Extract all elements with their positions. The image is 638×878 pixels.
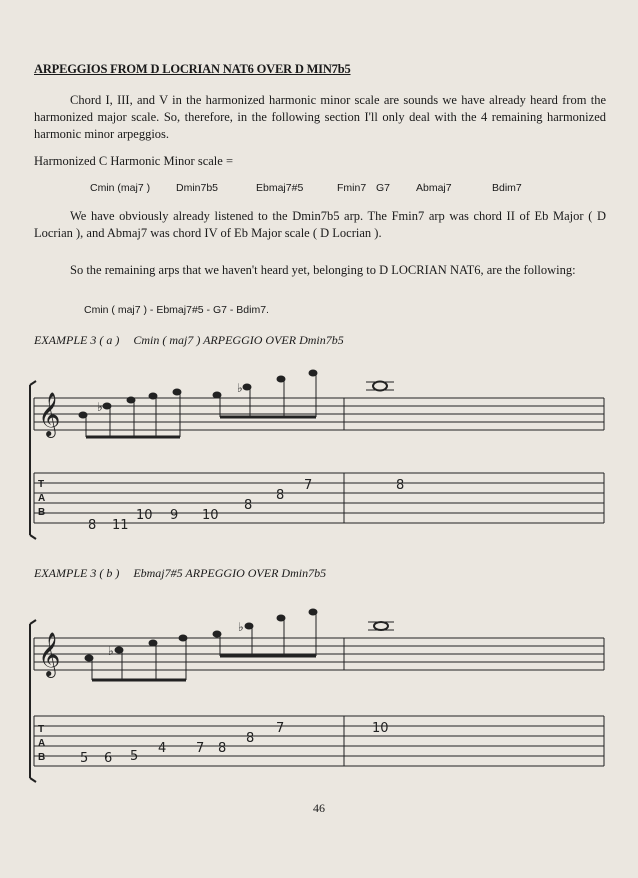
tab-fret: 7 xyxy=(196,741,205,756)
chord-abmaj7: Abmaj7 xyxy=(416,182,452,194)
tab-fret: 7 xyxy=(276,721,285,736)
tab-fret: 8 xyxy=(246,731,255,746)
tab-fret: 8 xyxy=(276,488,285,503)
svg-text:♭: ♭ xyxy=(237,381,243,395)
tab-final-fret: 8 xyxy=(396,478,405,493)
page-number: 46 xyxy=(313,801,325,815)
tab-letter-t: T xyxy=(38,724,45,735)
example-a-title: Cmin ( maj7 ) ARPEGGIO OVER Dmin7b5 xyxy=(133,333,344,347)
example-b-label: EXAMPLE 3 ( b ) xyxy=(34,566,120,580)
svg-text:𝄞: 𝄞 xyxy=(38,632,61,676)
tab-final-fret: 10 xyxy=(372,721,389,736)
tab-fret: 9 xyxy=(170,508,179,523)
example-a-score xyxy=(0,355,638,555)
tab-fret: 6 xyxy=(104,751,113,766)
chord-g7: G7 xyxy=(376,182,391,194)
example-a-heading xyxy=(34,333,344,348)
chord-fmin7: Fmin7 xyxy=(337,182,367,194)
tab-fret: 4 xyxy=(158,741,167,756)
tab-letter-a: A xyxy=(38,493,46,504)
remaining-arps: Cmin ( maj7 ) - Ebmaj7#5 - G7 - Bdim7. xyxy=(84,304,269,316)
tab-letter-b: B xyxy=(38,507,46,518)
intro-paragraph: Chord I, III, and V in the harmonized harmonic minor scale are sounds we have already heard from the harmonized major scale. So, therefore, in the following section I'll only deal with the 4 remaining harmonized harmonic minor arpeggios. xyxy=(34,93,606,141)
tab-fret: 5 xyxy=(80,751,89,766)
svg-text:𝄞: 𝄞 xyxy=(38,392,61,436)
tab-letter-a: A xyxy=(38,738,46,749)
tab-fret: 7 xyxy=(304,478,313,493)
tab-fret: 5 xyxy=(130,749,139,764)
scale-line: Harmonized C Harmonic Minor scale = xyxy=(34,154,234,168)
svg-text:♭: ♭ xyxy=(97,400,103,414)
svg-text:♭: ♭ xyxy=(108,644,114,658)
example-b-title: Ebmaj7#5 ARPEGGIO OVER Dmin7b5 xyxy=(133,566,327,580)
third-paragraph: So the remaining arps that we haven't heard yet, belonging to D LOCRIAN NAT6, are the following: xyxy=(70,263,576,277)
tab-fret: 11 xyxy=(112,518,129,533)
section-heading: ARPEGGIOS FROM D LOCRIAN NAT6 OVER D MIN7b5 xyxy=(34,62,351,76)
tab-letter-t: T xyxy=(38,479,45,490)
chord-bdim7: Bdim7 xyxy=(492,182,522,194)
second-paragraph: We have obviously already listened to the Dmin7b5 arp. The Fmin7 arp was chord II of Eb Major ( D Locrian ), and Abmaj7 was chord IV of Eb Major scale ( D Locrian ). xyxy=(34,209,606,240)
tab-fret: 8 xyxy=(218,741,227,756)
example-a-label: EXAMPLE 3 ( a ) xyxy=(34,333,120,347)
chord-ebmaj7s5: Ebmaj7#5 xyxy=(256,182,304,194)
svg-text:♭: ♭ xyxy=(238,620,244,634)
tab-fret: 10 xyxy=(202,508,219,523)
tab-fret: 8 xyxy=(244,498,253,513)
chord-cminmaj7: Cmin (maj7 ) xyxy=(90,182,151,194)
chord-dmin7b5: Dmin7b5 xyxy=(176,182,219,194)
tab-letter-b: B xyxy=(38,752,46,763)
example-b-score xyxy=(0,588,638,793)
tab-fret: 8 xyxy=(88,518,97,533)
tab-fret: 10 xyxy=(136,508,153,523)
example-b-heading xyxy=(34,566,326,581)
